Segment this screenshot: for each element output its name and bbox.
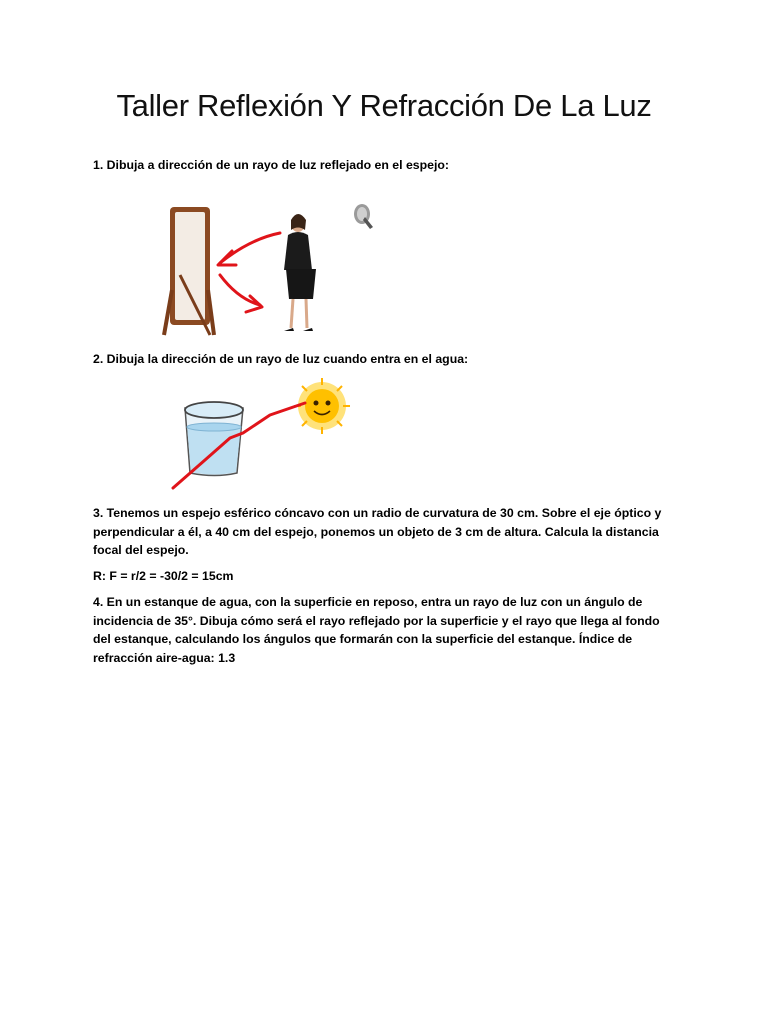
question-3: 3. Tenemos un espejo esférico cóncavo con un radio de curvatura de 30 cm. Sobre el eje óptico y perpendicular a él, a 40 cm del espejo, ponemos un objeto de 3 cm de altura. Calcula la distancia focal del espejo. xyxy=(93,506,662,557)
sun-icon xyxy=(294,378,350,434)
answer-3: R: F = r/2 = -30/2 = 15cm xyxy=(93,569,234,583)
reflection-arrows xyxy=(218,233,280,312)
refraction-figure xyxy=(165,378,365,493)
standing-mirror-icon xyxy=(164,207,214,335)
flashlight-icon xyxy=(354,204,373,229)
question-2: 2. Dibuja la dirección de un rayo de luz cuando entra en el agua: xyxy=(93,352,469,366)
question-4: 4. En un estanque de agua, con la superficie en reposo, entra un rayo de luz con un ángulo de incidencia de 35°. Dibuja cómo será el rayo reflejado por la superficie y el rayo que llega al fondo del estanque, calculando los ángulos que formarán con la superficie del estanque. Índice de refracción aire-agua: 1.3 xyxy=(93,595,660,665)
woman-icon xyxy=(284,214,316,331)
mirror-reflection-figure xyxy=(150,195,390,340)
page-title: Taller Reflexión Y Refracción De La Luz xyxy=(116,88,652,123)
incident-arrow xyxy=(220,233,280,263)
water-glass-icon xyxy=(185,402,243,476)
question-1: 1. Dibuja a dirección de un rayo de luz reflejado en el espejo: xyxy=(93,158,450,172)
